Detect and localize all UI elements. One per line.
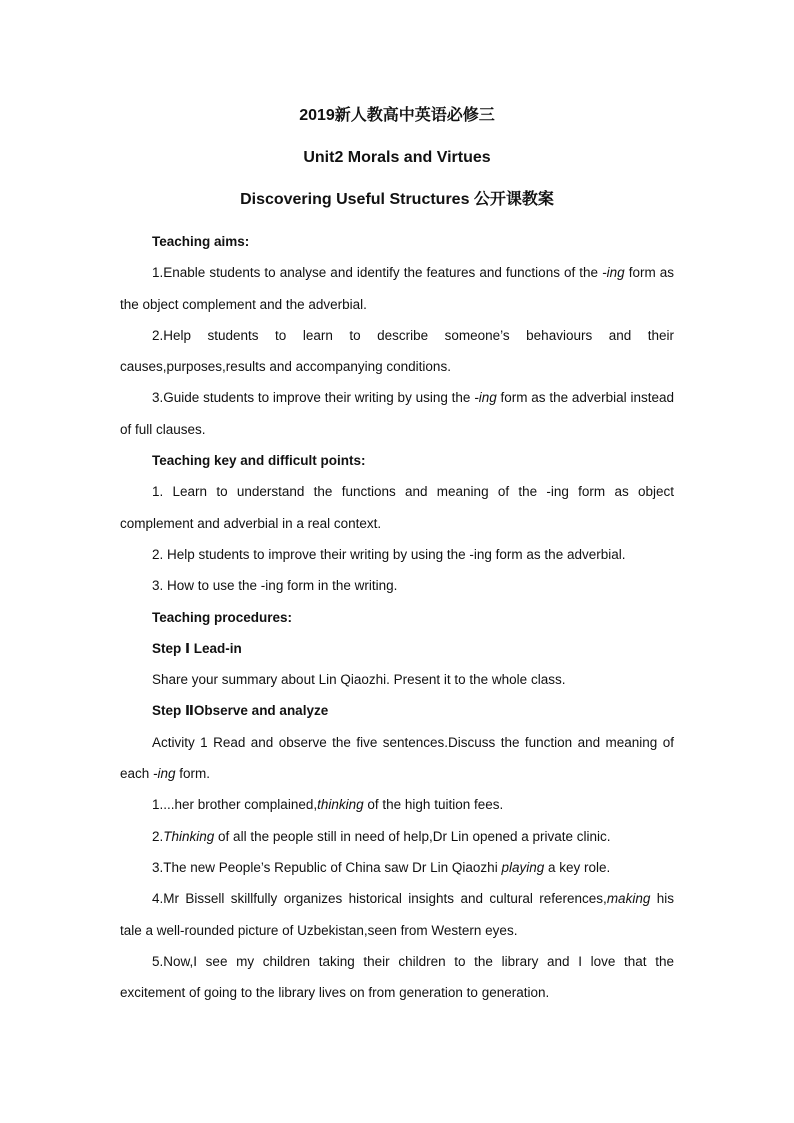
activity1-text: Activity 1 Read and observe the five sentences.Discuss the function and meaning of each -ing form. xyxy=(120,734,674,782)
aim-item-2: 2.Help students to learn to describe someone’s behaviours and their causes,purposes,results and accompanying conditions. xyxy=(120,327,674,375)
step1-text: Share your summary about Lin Qiaozhi. Present it to the whole class. xyxy=(152,672,566,688)
key-point-3: 3. How to use the -ing form in the writing. xyxy=(152,578,398,594)
key-point-1: 1. Learn to understand the functions and meaning of the -ing form as object complement and adverbial in a real context. xyxy=(120,484,674,531)
example-sentence-2: 2.Thinking of all the people still in need of help,Dr Lin opened a private clinic. xyxy=(152,828,611,844)
document-body xyxy=(120,226,674,1008)
aims-heading: Teaching aims: xyxy=(152,234,250,249)
aim-item-3: 3.Guide students to improve their writing by using the -ing form as the adverbial instead of full clauses. xyxy=(120,390,674,437)
doc-title-lesson: Discovering Useful Structures 公开课教案 xyxy=(240,191,554,208)
example-sentence-5: 5.Now,I see my children taking their children to the library and I love that the excitement of going to the library lives on from generation to generation. xyxy=(120,953,674,1001)
doc-title-line1: 2019新人教高中英语必修三 xyxy=(299,107,495,124)
doc-title-unit: Unit2 Morals and Virtues xyxy=(303,149,491,166)
step2-heading: Step ⅡObserve and analyze xyxy=(152,703,329,719)
procedures-heading: Teaching procedures: xyxy=(152,609,293,625)
key-point-2: 2. Help students to improve their writing by using the -ing form as the adverbial. xyxy=(152,546,626,562)
key-points-heading: Teaching key and difficult points: xyxy=(152,453,366,469)
example-sentence-4: 4.Mr Bissell skillfully organizes historical insights and cultural references,making his tale a well-rounded picture of Uzbekistan,seen from Western eyes. xyxy=(120,891,674,938)
aim-item-1: 1.Enable students to analyse and identify the features and functions of the -ing form as the object complement and the adverbial. xyxy=(120,265,674,312)
step1-heading: Step Ⅰ Lead-in xyxy=(152,640,242,656)
example-sentence-3: 3.The new People’s Republic of China saw Dr Lin Qiaozhi playing a key role. xyxy=(152,859,611,875)
example-sentence-1: 1....her brother complained,thinking of the high tuition fees. xyxy=(152,797,504,813)
